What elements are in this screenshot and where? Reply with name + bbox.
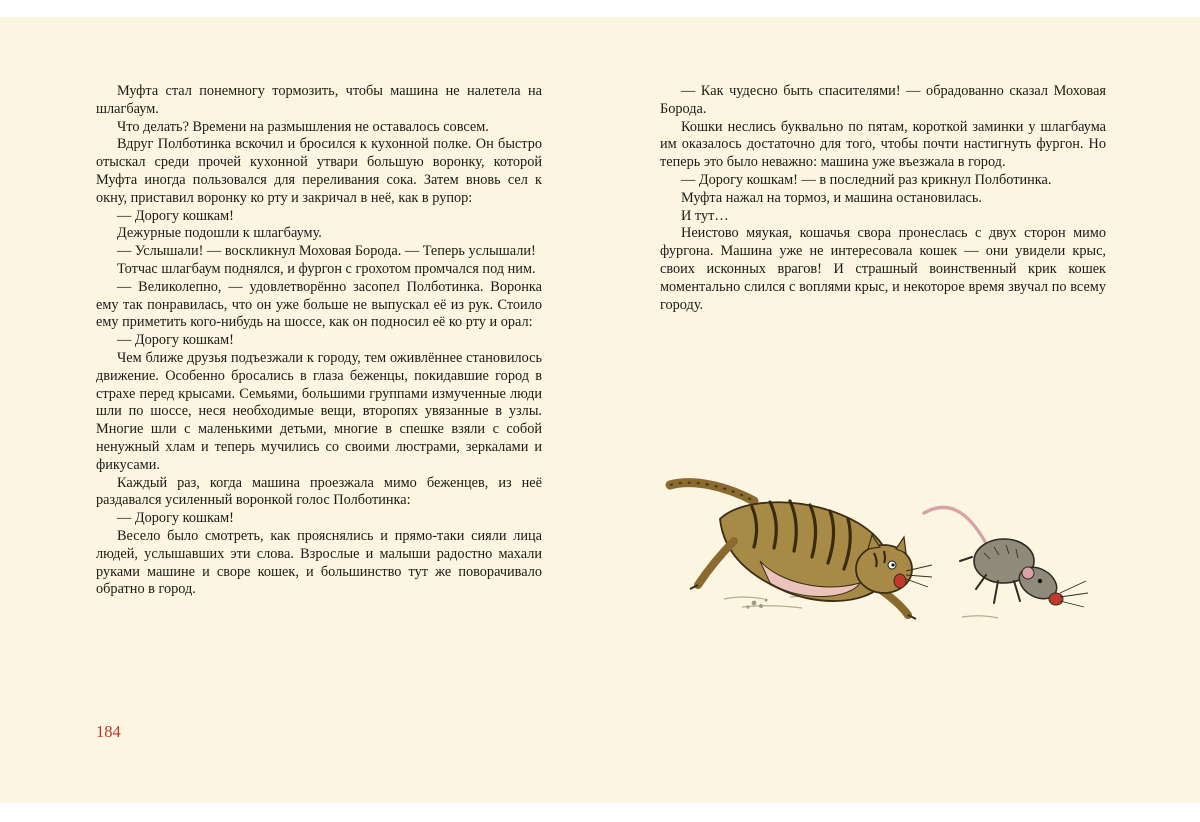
paragraph: Дежурные подошли к шлагбауму. [117, 225, 322, 242]
paragraph: — Дорогу кошкам! — в последний раз крикнул Полботинка. [681, 171, 1052, 188]
paragraph: — Дорогу кошкам! [117, 207, 234, 224]
paragraph: Муфта нажал на тормоз, и машина остановилась. [681, 189, 983, 206]
book-spread [0, 17, 1200, 803]
paragraph: И тут… [681, 207, 729, 224]
paragraph: — Как чудесно быть спасителями! — обрадованно сказал Моховая Борода. [660, 83, 1106, 117]
pebbles [746, 599, 767, 609]
paragraph: Каждый раз, когда машина проезжала мимо беженцев, из неё раздавался усиленный воронкой голос Полботинка: [96, 474, 542, 509]
paragraph: Весело было смотреть, как прояснялись и прямо-таки сияли лица людей, услышавших эти слова. Взрослые и малыши радостно махали руками машине и своре кошек, и большинство тут же поворачивало обратно в город. [96, 527, 542, 598]
paragraph: — Великолепно, — удовлетворённо засопел Полботинка. Воронка ему так понравилась, что он уже больше не выпускал её из рук. Стоило ему приметить кого-нибудь на шоссе, как он подносил её ко рту и орал: [96, 278, 542, 331]
left-page-text [96, 83, 542, 599]
paragraph: — Дорогу кошкам! [117, 332, 234, 349]
paragraph: Кошки неслись буквально по пятам, короткой заминки у шлагбаума им оказалось достаточно для того, чтобы почти настигнуть фургон. Но теперь это было неважно: машина уже въезжала в город. [660, 118, 1106, 171]
paragraph: Что делать? Времени на размышления не оставалось совсем. [117, 118, 489, 135]
cat-figure [670, 483, 932, 619]
paragraph: Тотчас шлагбаум поднялся, и фургон с грохотом промчался под ним. [117, 260, 536, 277]
paragraph: Неистово мяукая, кошачья свора пронеслась с двух сторон мимо фургона. Машина уже не интересовала кошек — они увидели крыс, своих исконных врагов! И страшный воинственный крик кошек моментально слился с воплями крыс, и некоторое время звучал по всему городу. [660, 225, 1106, 313]
paragraph: Вдруг Полботинка вскочил и бросился к кухонной полке. Он быстро отыскал среди прочей кухонной утвари большую воронку, которой Муфта иногда пользовался для переливания сока. Затем вновь сел к окну, приставил воронку ко рту и закричал в неё, как в рупор: [96, 136, 542, 206]
paragraph: Чем ближе друзья подъезжали к городу, тем оживлённее становилось движение. Особенно бросались в глаза беженцы, покидавшие город в страхе перед крысами. Семьями, большими группами измученные люди шли по шоссе, неся необходимые вещи, второпях увязанные в узлы. Многие шли с маленькими детьми, многие в спешке взяли с собой ненужный хлам и теперь мучились со своими люстрами, зеркалами и фикусами. [96, 349, 542, 473]
right-page-text [660, 83, 1106, 314]
page-number: 184 [96, 722, 121, 741]
rat-figure [924, 507, 1088, 607]
paragraph: — Услышали! — воскликнул Моховая Борода. — Теперь услышали! [117, 243, 536, 260]
paragraph: Муфта стал понемногу тормозить, чтобы машина не налетела на шлагбаум. [96, 83, 542, 117]
paragraph: — Дорогу кошкам! [117, 510, 234, 527]
cat-chasing-rat-illustration [662, 457, 1112, 637]
